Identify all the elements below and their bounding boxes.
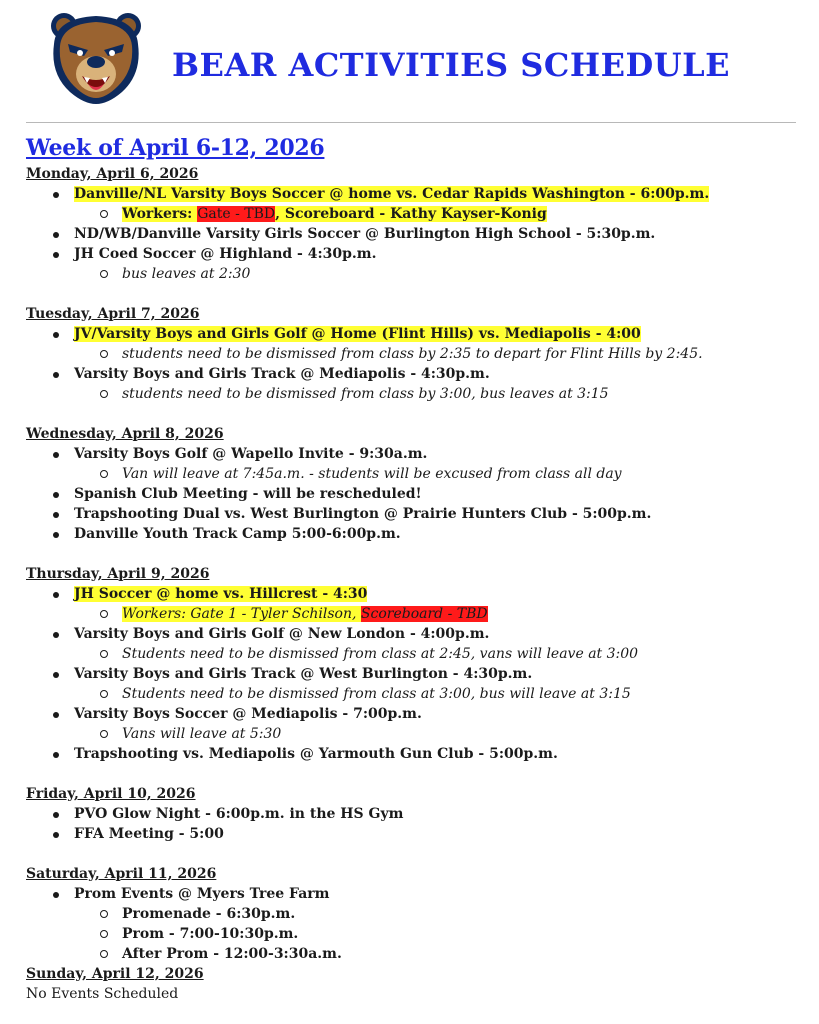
event-subitem: Workers: Gate - TBD, Scoreboard - Kathy Kayser-Konig: [26, 204, 806, 224]
day-monday: [26, 164, 806, 284]
event-item: JV/Varsity Boys and Girls Golf @ Home (Flint Hills) vs. Mediapolis - 4:00: [26, 324, 806, 344]
event-subitem: bus leaves at 2:30: [26, 264, 806, 284]
unassigned-highlight: Scoreboard - TBD: [360, 606, 488, 622]
week-title: Week of April 6-12, 2026: [26, 135, 325, 161]
page-title: BEAR ACTIVITIES SCHEDULE: [172, 46, 731, 84]
day-thursday: [26, 564, 806, 764]
event-subitem: Students need to be dismissed from class at 3:00, bus will leave at 3:15: [26, 684, 806, 704]
header-divider: [26, 122, 796, 123]
event-item: Spanish Club Meeting - will be rescheduled!: [26, 484, 806, 504]
event-item: Trapshooting vs. Mediapolis @ Yarmouth Gun Club - 5:00p.m.: [26, 744, 806, 764]
event-item: Varsity Boys and Girls Golf @ New London - 4:00p.m.: [26, 624, 806, 644]
bear-head-logo-icon: [44, 4, 148, 108]
event-item: Trapshooting Dual vs. West Burlington @ Prairie Hunters Club - 5:00p.m.: [26, 504, 806, 524]
header: [0, 0, 819, 118]
event-subitem: Students need to be dismissed from class at 2:45, vans will leave at 3:00: [26, 644, 806, 664]
day-heading: Saturday, April 11, 2026: [26, 866, 217, 882]
event-item: Varsity Boys Soccer @ Mediapolis - 7:00p.m.: [26, 704, 806, 724]
day-sunday: [26, 964, 806, 1004]
day-heading: Friday, April 10, 2026: [26, 786, 196, 802]
event-subitem: Vans will leave at 5:30: [26, 724, 806, 744]
event-item: JH Coed Soccer @ Highland - 4:30p.m.: [26, 244, 806, 264]
event-item: PVO Glow Night - 6:00p.m. in the HS Gym: [26, 804, 806, 824]
event-subitem: Workers: Gate 1 - Tyler Schilson, Scoreboard - TBD: [26, 604, 806, 624]
day-heading: Tuesday, April 7, 2026: [26, 306, 200, 322]
event-item: ND/WB/Danville Varsity Girls Soccer @ Burlington High School - 5:30p.m.: [26, 224, 806, 244]
event-item: Prom Events @ Myers Tree Farm: [26, 884, 806, 904]
event-item: Danville/NL Varsity Boys Soccer @ home vs. Cedar Rapids Washington - 6:00p.m.: [26, 184, 806, 204]
day-saturday: [26, 864, 806, 964]
day-tuesday: [26, 304, 806, 404]
event-subitem: Promenade - 6:30p.m.: [26, 904, 806, 924]
event-item: Varsity Boys Golf @ Wapello Invite - 9:30a.m.: [26, 444, 806, 464]
event-item: Varsity Boys and Girls Track @ Mediapolis - 4:30p.m.: [26, 364, 806, 384]
day-heading: Monday, April 6, 2026: [26, 166, 199, 182]
event-item: FFA Meeting - 5:00: [26, 824, 806, 844]
day-heading: Thursday, April 9, 2026: [26, 566, 210, 582]
event-item: Danville Youth Track Camp 5:00-6:00p.m.: [26, 524, 806, 544]
event-subitem: Prom - 7:00-10:30p.m.: [26, 924, 806, 944]
day-heading: Wednesday, April 8, 2026: [26, 426, 224, 442]
event-subitem: students need to be dismissed from class by 2:35 to depart for Flint Hills by 2:45.: [26, 344, 806, 364]
event-item: Varsity Boys and Girls Track @ West Burlington - 4:30p.m.: [26, 664, 806, 684]
event-subitem: students need to be dismissed from class by 3:00, bus leaves at 3:15: [26, 384, 806, 404]
unassigned-highlight: Gate - TBD: [197, 206, 276, 222]
day-wednesday: [26, 424, 806, 544]
event-subitem: After Prom - 12:00-3:30a.m.: [26, 944, 806, 964]
day-friday: [26, 784, 806, 844]
day-heading: Sunday, April 12, 2026: [26, 966, 204, 982]
no-events-note: No Events Scheduled: [26, 986, 179, 1002]
event-item: JH Soccer @ home vs. Hillcrest - 4:30: [26, 584, 806, 604]
schedule-content: [26, 132, 806, 1004]
event-subitem: Van will leave at 7:45a.m. - students will be excused from class all day: [26, 464, 806, 484]
